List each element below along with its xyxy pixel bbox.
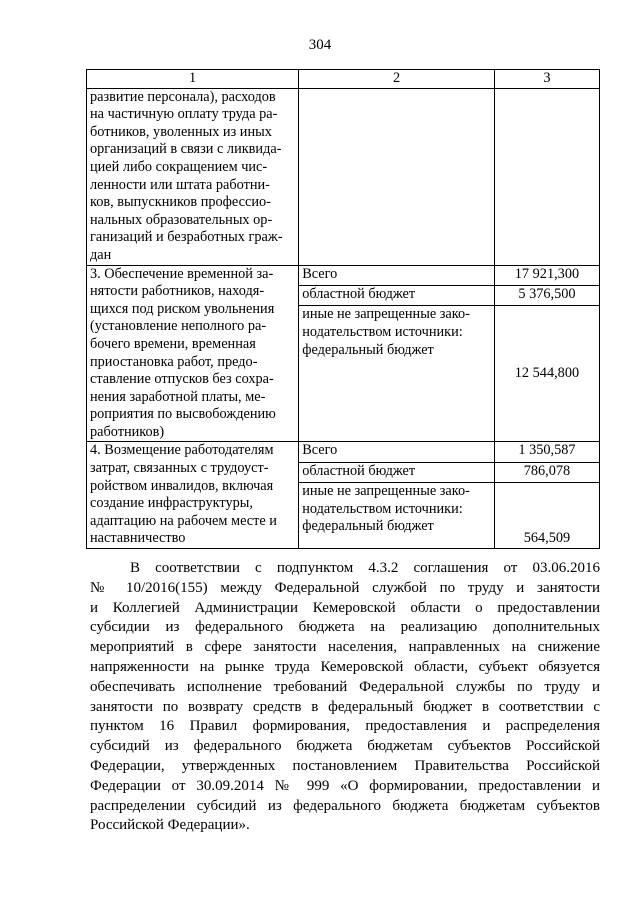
paragraph-line: № 10/2016(155) между Федеральной службой по труду и занятости xyxy=(90,579,600,596)
measure-cell: развитие персонала), расходов на частичную оплату труда ра- ботников, уволенных из иных организаций в связи с ликвида- цией либо сокращением чис- ленности или штата работни- ков, выпускников профессио- нальных образовательных ор- ганизаций и безработных граж- дан xyxy=(87,88,299,265)
table-row xyxy=(87,442,600,462)
table-row xyxy=(87,265,600,285)
source-cell: иные не запрещенные зако- нодательством источники: федеральный бюджет xyxy=(299,306,495,442)
paragraph-line: распределении субсидий из федерального бюджета бюджетам субъектов xyxy=(90,797,600,814)
paragraph-line: напряженности на рынке труда Кемеровской области, субъект обязуется xyxy=(90,658,600,675)
amount-cell: 786,078 xyxy=(494,462,599,482)
paragraph-line: мероприятий в сфере занятости населения, направленных на снижение xyxy=(90,639,600,656)
amount-cell xyxy=(494,88,599,265)
measure-cell: 4. Возмещение работодателям затрат, связанных с трудоуст- ройством инвалидов, включая создание инфраструктуры, адаптацию на рабочем месте и наставничество xyxy=(87,442,299,549)
paragraph-line: обеспечивать исполнение требований Федеральной службы по труду и xyxy=(90,678,600,695)
column-header: 1 xyxy=(87,70,299,89)
paragraph-line: субсидии из федерального бюджета на реализацию дополнительных xyxy=(90,619,600,636)
paragraph-line: субсидий из федерального бюджета бюджетам субъектов Российской xyxy=(90,738,600,755)
paragraph-line: пунктом 16 Правил формирования, предоставления и распределения xyxy=(90,718,600,735)
source-cell xyxy=(299,88,495,265)
amount-cell: 12 544,800 xyxy=(494,306,599,442)
paragraph-line: В соответствии с подпунктом 4.3.2 соглашения от 03.06.2016 xyxy=(130,560,600,576)
page-number: 304 xyxy=(308,37,332,53)
column-header: 3 xyxy=(494,70,599,89)
table-row xyxy=(87,88,600,265)
table-header-row xyxy=(87,70,600,89)
amount-cell: 564,509 xyxy=(494,483,599,549)
source-cell: Всего xyxy=(299,442,495,462)
source-cell: Всего xyxy=(299,265,495,285)
paragraph-line: Федерации от 30.09.2014 № 999 «О формировании, предоставлении и xyxy=(90,777,600,794)
measure-cell: 3. Обеспечение временной за- нятости работников, находя- щихся под риском увольнения (установление неполного ра- бочего времени, временная приостановка работ, предо- ставление отпусков без сохра- нения заработной платы, ме- роприятия по высвобождению работников) xyxy=(87,265,299,442)
paragraph-line: и Коллегией Администрации Кемеровской области о предоставлении xyxy=(90,599,600,616)
paragraph-line: Российской Федерации». xyxy=(90,817,250,834)
source-cell: областной бюджет xyxy=(299,462,495,482)
funding-table xyxy=(86,69,600,549)
paragraph-line: Федерации, утвержденных постановлением Правительства Российской xyxy=(90,757,600,774)
amount-cell: 1 350,587 xyxy=(494,442,599,462)
body-paragraph xyxy=(90,559,600,836)
source-cell: иные не запрещенные зако- нодательством источники: федеральный бюджет xyxy=(299,483,495,549)
amount-cell: 5 376,500 xyxy=(494,286,599,306)
amount-cell: 17 921,300 xyxy=(494,265,599,285)
paragraph-line: занятости по возврату средств в федеральный бюджет в соответствии с xyxy=(90,698,600,715)
column-header: 2 xyxy=(299,70,495,89)
source-cell: областной бюджет xyxy=(299,286,495,306)
